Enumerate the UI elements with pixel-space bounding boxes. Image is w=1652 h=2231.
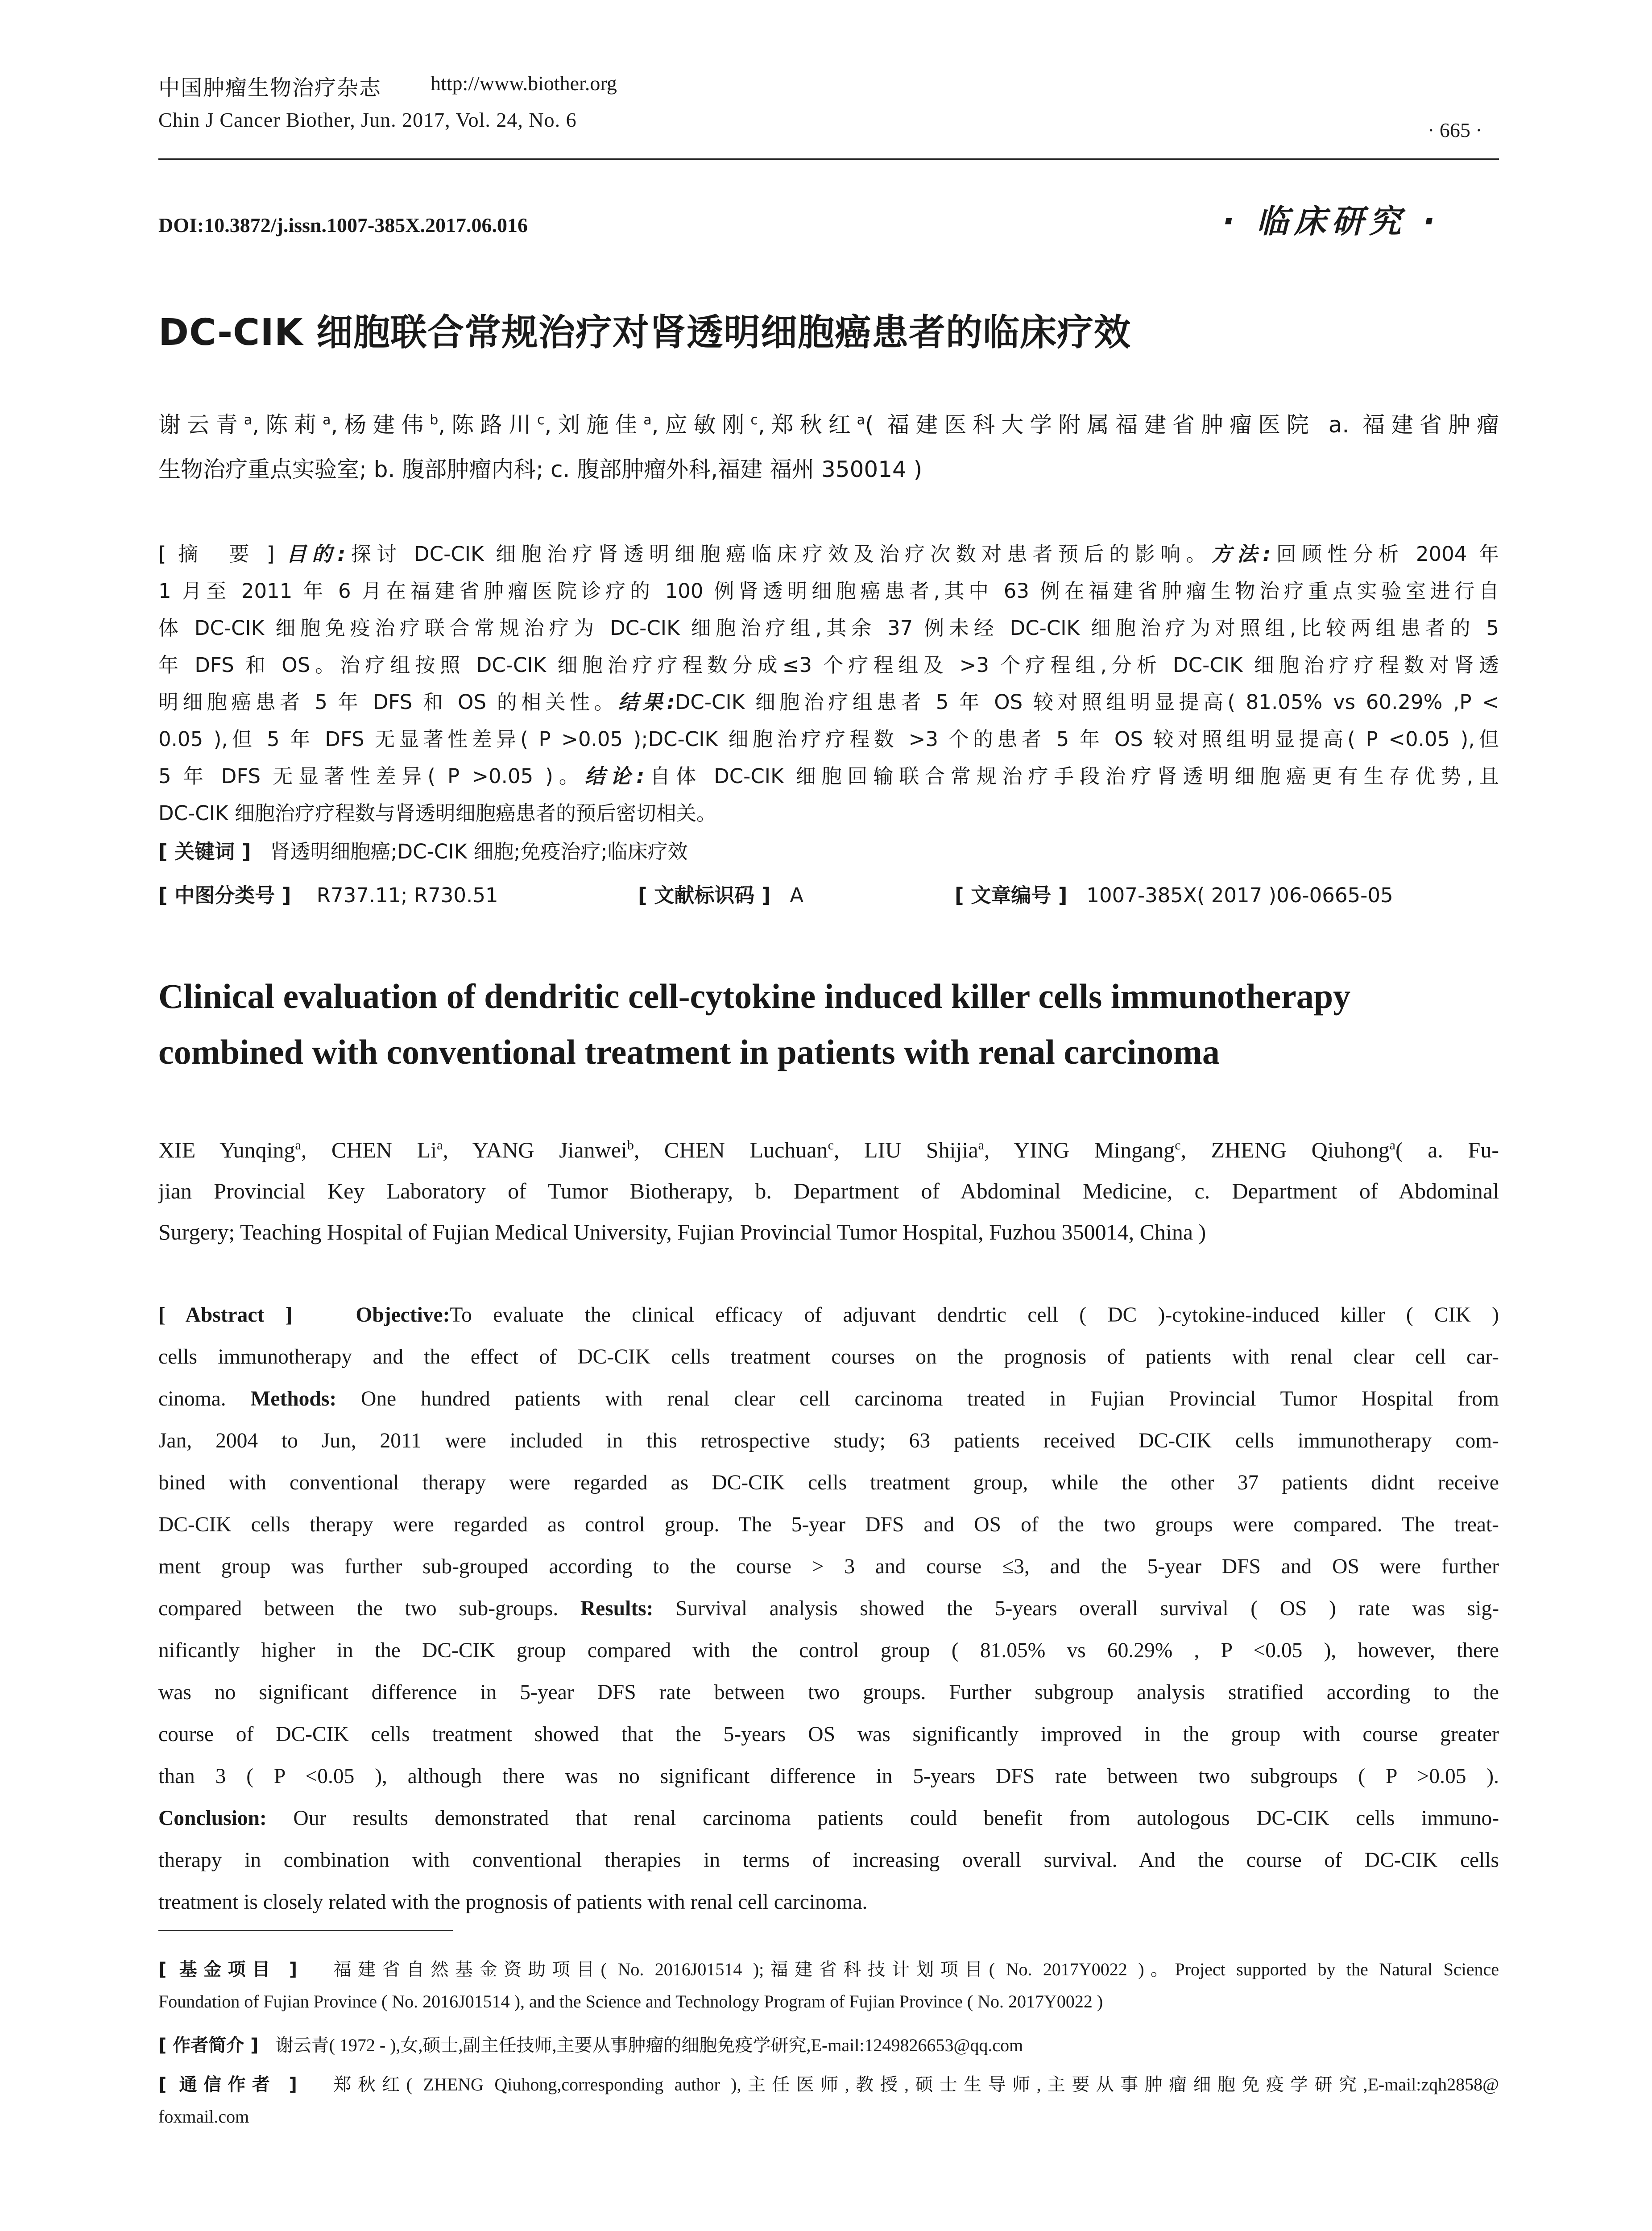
clc-value: R737.11; R730.51 — [316, 883, 498, 907]
author-info-text: 谢云青( 1972 - ),女,硕士,副主任技师,主要从事肿瘤的细胞免疫学研究,E-mail:1249826653@qq.com — [275, 2035, 1023, 2055]
abstract-en-text: One hundred patients with renal clear cell carcinoma treated in Fujian Provincial Tumor Hospital from — [361, 1387, 1499, 1410]
affiliation-mark: a — [978, 1138, 984, 1153]
keywords-label: [ 关键词 ] — [158, 840, 251, 863]
affiliation-text-en: ( a. Fu- — [1395, 1137, 1499, 1162]
affiliation-mark: c — [750, 412, 758, 428]
affiliation-mark: b — [430, 412, 439, 428]
abstract-en-line: than 3 ( P <0.05 ), although there was no significant difference in 5-years DFS rate between two subgroups ( P >0.05 ). — [158, 1765, 1499, 1788]
author-name: 谢云青 — [158, 412, 244, 438]
author-name: ,郑秋红 — [758, 412, 857, 438]
abstract-en-text: Survival analysis showed the 5-years overall survival ( OS ) rate was sig- — [675, 1597, 1499, 1620]
author-name-en: , YANG Jianwei — [443, 1137, 627, 1162]
affiliation-mark: c — [828, 1138, 834, 1153]
article-number-value: 1007-385X( 2017 )06-0665-05 — [1086, 883, 1393, 907]
authors-en-line: Surgery; Teaching Hospital of Fujian Medical University, Fujian Provincial Tumor Hospital, Fuzhou 350014, China ) — [158, 1219, 1206, 1244]
footnote-rule — [158, 1930, 453, 1931]
footnote-fund — [158, 1955, 1499, 1981]
journal-website[interactable]: http://www.biother.org — [431, 72, 617, 95]
page-number: · 665 · — [1428, 119, 1482, 141]
affiliation-mark: a — [295, 1138, 301, 1153]
author-name: ,刘施佳 — [544, 412, 644, 438]
methods-label-cn: 方法: — [1211, 542, 1271, 566]
journal-name-cn: 中国肿瘤生物治疗杂志 — [158, 75, 382, 100]
abstract-cn-line — [158, 538, 1499, 567]
abstract-en-text: cinoma. — [158, 1387, 226, 1410]
abstract-cn-line: 0.05 ),但 5 年 DFS 无显著性差异( P >0.05 );DC-CIK 细胞治疗疗程数 >3 个的患者 5 年 OS 较对照组明显提高( P <0.05 ),但 — [158, 727, 1499, 751]
methods-label-en: Methods: — [250, 1387, 337, 1410]
abstract-cn-text: 明细胞癌患者 5 年 DFS 和 OS 的相关性。 — [158, 690, 618, 714]
affiliation-mark: c — [537, 412, 545, 428]
abstract-cn-line: 体 DC-CIK 细胞免疫治疗联合常规治疗为 DC-CIK 细胞治疗组,其余 37 例未经 DC-CIK 细胞治疗为对照组,比较两组患者的 5 — [158, 616, 1499, 640]
header-rule — [158, 158, 1499, 160]
affiliation-mark: a — [437, 1138, 443, 1153]
doc-code-block — [638, 879, 803, 908]
abstract-en-label: [ Abstract ] — [158, 1303, 293, 1327]
keywords-cn — [158, 835, 1499, 864]
abstract-en-line — [158, 1806, 1499, 1830]
conclusion-label-en: Conclusion: — [158, 1807, 267, 1830]
author-name-en: , CHEN Luchuan — [633, 1137, 828, 1162]
article-number-block — [955, 879, 1393, 908]
title-en-line: Clinical evaluation of dendritic cell-cytokine induced killer cells immunotherapy — [158, 977, 1351, 1016]
abstract-cn-line — [158, 760, 1499, 789]
abstract-en-line — [158, 1597, 1499, 1621]
abstract-en-line: nificantly higher in the DC-CIK group compared with the control group ( 81.05% vs 60.29% , P <0.05 ), however, there — [158, 1639, 1499, 1662]
footnote-corresponding — [158, 2070, 1499, 2096]
affiliation-mark: c — [1175, 1138, 1181, 1153]
fund-text: 福建省自然基金资助项目( No. 2016J01514 );福建省科技计划项目( No. 2017Y0022 )。Project supported by the Natural Science — [333, 1959, 1499, 1979]
clc-block — [158, 879, 498, 908]
authors-cn — [158, 407, 1499, 439]
corresponding-email[interactable]: foxmail.com — [158, 2107, 249, 2127]
abstract-cn-text: 自体 DC-CIK 细胞回输联合常规治疗手段治疗肾透明细胞癌更有生存优势,且 — [644, 764, 1499, 788]
abstract-cn-line: 1 月至 2011 年 6 月在福建省肿瘤医院诊疗的 100 例肾透明细胞癌患者,其中 63 例在福建省肿瘤生物治疗重点实验室进行自 — [158, 579, 1499, 603]
abstract-cn-line: 年 DFS 和 OS。治疗组按照 DC-CIK 细胞治疗疗程数分成≤3 个疗程组及 >3 个疗程组,分析 DC-CIK 细胞治疗疗程数对肾透 — [158, 653, 1499, 677]
affiliation-mark: a — [643, 412, 652, 428]
abstract-en-line: therapy in combination with conventional therapies in terms of increasing overall survival. And the course of DC-CIK cells — [158, 1849, 1499, 1872]
author-info-label: [ 作者简介 ] — [158, 2035, 259, 2056]
keywords-text: 肾透明细胞癌;DC-CIK 细胞;免疫治疗;临床疗效 — [270, 840, 688, 863]
abstract-en-text: Our results demonstrated that renal carcinoma patients could benefit from autologous DC-CIK cells immuno- — [293, 1807, 1499, 1830]
affiliation-cn: 生物治疗重点实验室; b. 腹部肿瘤内科; c. 腹部肿瘤外科,福建 福州 350014 ) — [158, 456, 923, 482]
title-cn-text: DC-CIK 细胞联合常规治疗对肾透明细胞癌患者的临床疗效 — [158, 311, 1131, 354]
abstract-cn-line: DC-CIK 细胞治疗疗程数与肾透明细胞癌患者的预后密切相关。 — [158, 801, 716, 825]
affiliation-mark: a — [1389, 1138, 1395, 1153]
abstract-cn-text: 回顾性分析 2004 年 — [1271, 542, 1499, 566]
abstract-en-line: DC-CIK cells therapy were regarded as control group. The 5-year DFS and OS of the two groups were compared. The treat- — [158, 1513, 1499, 1536]
objective-label-cn: 目的: — [286, 542, 346, 566]
affiliation-mark: b — [627, 1138, 634, 1153]
corresponding-label: [ 通信作者 ] — [158, 2074, 297, 2095]
author-name: ,应敏刚 — [651, 412, 751, 438]
abstract-en-line — [158, 1303, 1499, 1327]
author-name-en: XIE Yunqing — [158, 1137, 295, 1162]
affiliation-mark: a — [244, 412, 253, 428]
abstract-cn-label: [ 摘 要 ] — [158, 542, 275, 566]
abstract-cn-text: 5 年 DFS 无显著性差异( P >0.05 )。 — [158, 764, 585, 788]
objective-label-en: Objective: — [356, 1303, 450, 1327]
footnote-fund-line2: Foundation of Fujian Province ( No. 2016J01514 ), and the Science and Technology Program of Fujian Province ( No. 2017Y0022 ) — [158, 1991, 1103, 2011]
authors-en-line — [158, 1137, 1499, 1163]
abstract-en-line — [158, 1387, 1499, 1411]
abstract-cn-line — [158, 686, 1499, 715]
affiliation-text: ( 福建医科大学附属福建省肿瘤医院 a. 福建省肿瘤 — [865, 412, 1499, 438]
abstract-cn-text: DC-CIK 细胞治疗组患者 5 年 OS 较对照组明显提高( 81.05% vs 60.29% ,P < — [675, 690, 1499, 714]
author-name: ,陈莉 — [252, 412, 323, 438]
corresponding-text: 郑秋红( ZHENG Qiuhong,corresponding author ),主任医师,教授,硕士生导师,主要从事肿瘤细胞免疫学研究,E-mail:zqh2858@ — [333, 2074, 1499, 2094]
abstract-en-text: compared between the two sub-groups. — [158, 1597, 559, 1620]
abstract-en-line: cells immunotherapy and the effect of DC-CIK cells treatment courses on the prognosis of patients with renal clear cell car- — [158, 1345, 1499, 1368]
author-name: ,陈路川 — [438, 412, 538, 438]
abstract-en-line: course of DC-CIK cells treatment showed that the 5-years OS was significantly improved in the group with course greater — [158, 1723, 1499, 1746]
author-name-en: , CHEN Li — [301, 1137, 437, 1162]
author-name-en: , YING Mingang — [984, 1137, 1175, 1162]
abstract-en-line: ment group was further sub-grouped according to the course > 3 and course ≤3, and the 5-year DFS and OS were further — [158, 1555, 1499, 1578]
doc-code-label: [ 文献标识码 ] — [638, 883, 771, 907]
article-number-label: [ 文章编号 ] — [955, 883, 1068, 907]
abstract-cn-text: 探讨 DC-CIK 细胞治疗肾透明细胞癌临床疗效及治疗次数对患者预后的影响。 — [345, 542, 1212, 566]
journal-name-en: Chin J Cancer Biother, Jun. 2017, Vol. 24, No. 6 — [158, 108, 577, 131]
clc-label: [ 中图分类号 ] — [158, 883, 291, 907]
title-cn — [158, 303, 1131, 356]
title-en-line: combined with conventional treatment in patients with renal carcinoma — [158, 1033, 1220, 1071]
doc-code-value: A — [790, 883, 804, 907]
results-label-en: Results: — [580, 1597, 654, 1620]
abstract-en-text: To evaluate the clinical efficacy of adjuvant dendrtic cell ( DC )-cytokine-induced killer ( CIK ) — [450, 1303, 1499, 1327]
author-name: ,杨建伟 — [331, 412, 430, 438]
footnote-author — [158, 2031, 1499, 2057]
author-name-en: , ZHENG Qiuhong — [1180, 1137, 1390, 1162]
abstract-en-line: was no significant difference in 5-year DFS rate between two groups. Further subgroup analysis stratified according to the — [158, 1681, 1499, 1704]
doi[interactable]: DOI:10.3872/j.issn.1007-385X.2017.06.016 — [158, 214, 528, 236]
authors-en-line: jian Provincial Key Laboratory of Tumor Biotherapy, b. Department of Abdominal Medicine, c. Department of Abdominal — [158, 1178, 1499, 1203]
results-label-cn: 结果: — [618, 690, 675, 714]
affiliation-mark: a — [857, 412, 865, 428]
author-name-en: , LIU Shijia — [833, 1137, 978, 1162]
abstract-en-line: Jan, 2004 to Jun, 2011 were included in this retrospective study; 63 patients received DC-CIK cells immunotherapy com- — [158, 1429, 1499, 1452]
section-label: · 临床研究 · — [1222, 203, 1441, 240]
fund-label: [ 基金项目 ] — [158, 1959, 298, 1980]
title-en — [158, 968, 1501, 1080]
abstract-en-line: treatment is closely related with the prognosis of patients with renal cell carcinoma. — [158, 1891, 868, 1914]
conclusion-label-cn: 结论: — [584, 764, 645, 788]
abstract-en-line: bined with conventional therapy were regarded as DC-CIK cells treatment group, while the other 37 patients didnt receive — [158, 1471, 1499, 1494]
affiliation-mark: a — [323, 412, 331, 428]
